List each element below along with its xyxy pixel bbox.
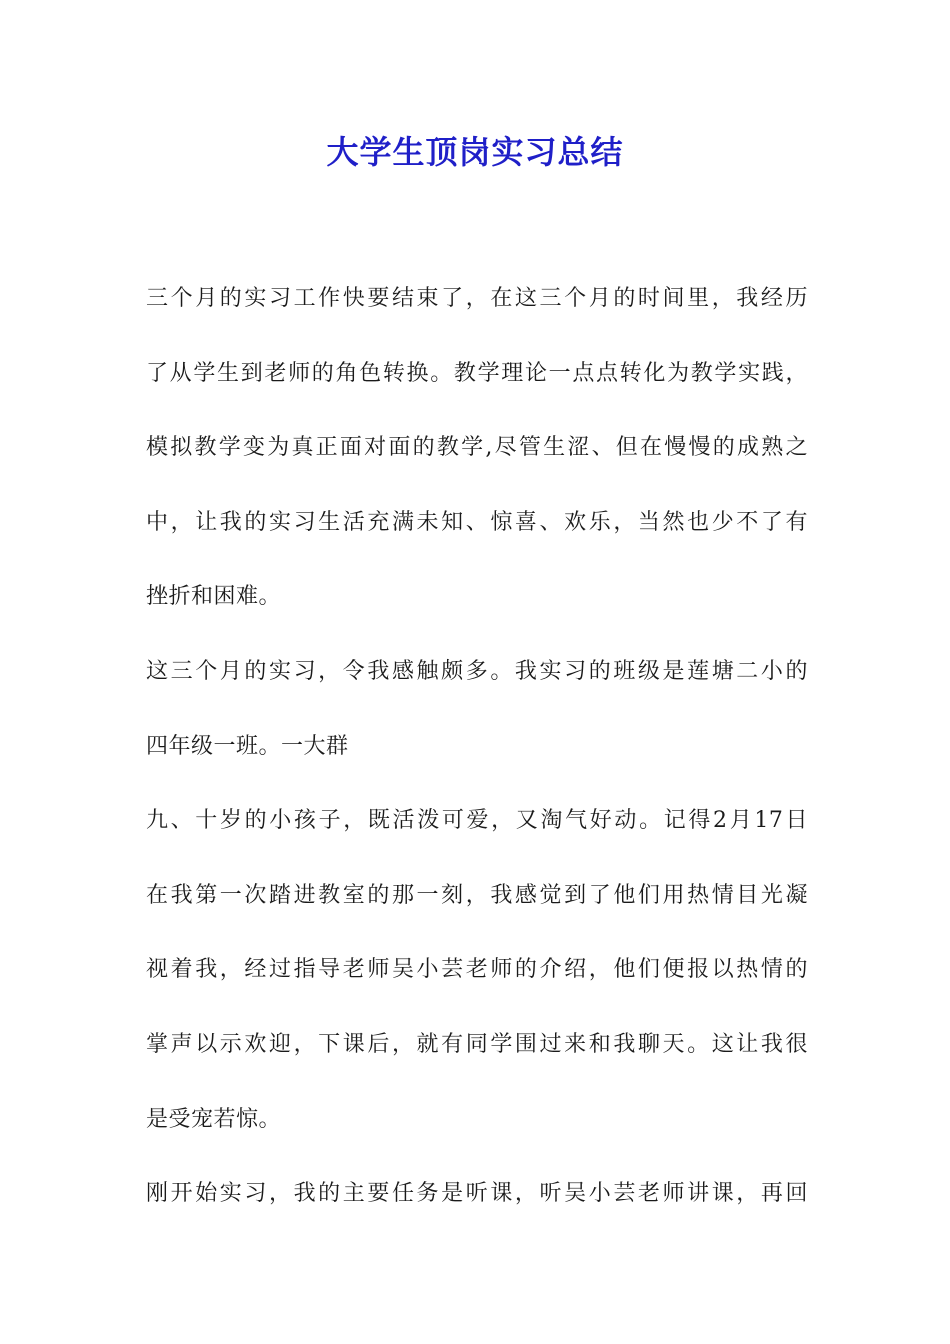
document-body [146, 262, 808, 1232]
text-line: 是受宠若惊。 [146, 1106, 282, 1132]
paragraph-4 [146, 1157, 808, 1232]
paragraph-1 [146, 262, 808, 635]
paragraph-2 [146, 635, 808, 784]
paragraph-3 [146, 784, 808, 1157]
document-title: 大学生顶岗实习总结 [326, 133, 624, 171]
text-line: 在我第一次踏进教室的那一刻，我感觉到了他们用热情目光凝 [146, 882, 808, 908]
text-line: 挫折和困难。 [146, 584, 282, 610]
text-line: 这三个月的实习，令我感触颇多。我实习的班级是莲塘二小的 [146, 658, 808, 684]
text-line: 刚开始实习，我的主要任务是听课，听吴小芸老师讲课，再回 [146, 1181, 808, 1207]
text-line: 视着我，经过指导老师吴小芸老师的介绍，他们便报以热情的 [146, 957, 808, 983]
text-line: 掌声以示欢迎，下课后，就有同学围过来和我聊天。这让我很 [146, 1031, 808, 1057]
text-line: 了从学生到老师的角色转换。教学理论一点点转化为教学实践， [146, 360, 808, 386]
text-line: 九、十岁的小孩子，既活泼可爱，又淘气好动。记得2月17日 [146, 808, 808, 834]
text-line: 四年级一班。一大群 [146, 733, 349, 759]
text-line: 三个月的实习工作快要结束了，在这三个月的时间里，我经历 [146, 286, 808, 311]
text-line: 中，让我的实习生活充满未知、惊喜、欢乐，当然也少不了有 [146, 509, 808, 535]
text-line: 模拟教学变为真正面对面的教学,尽管生涩、但在慢慢的成熟之 [146, 435, 808, 461]
